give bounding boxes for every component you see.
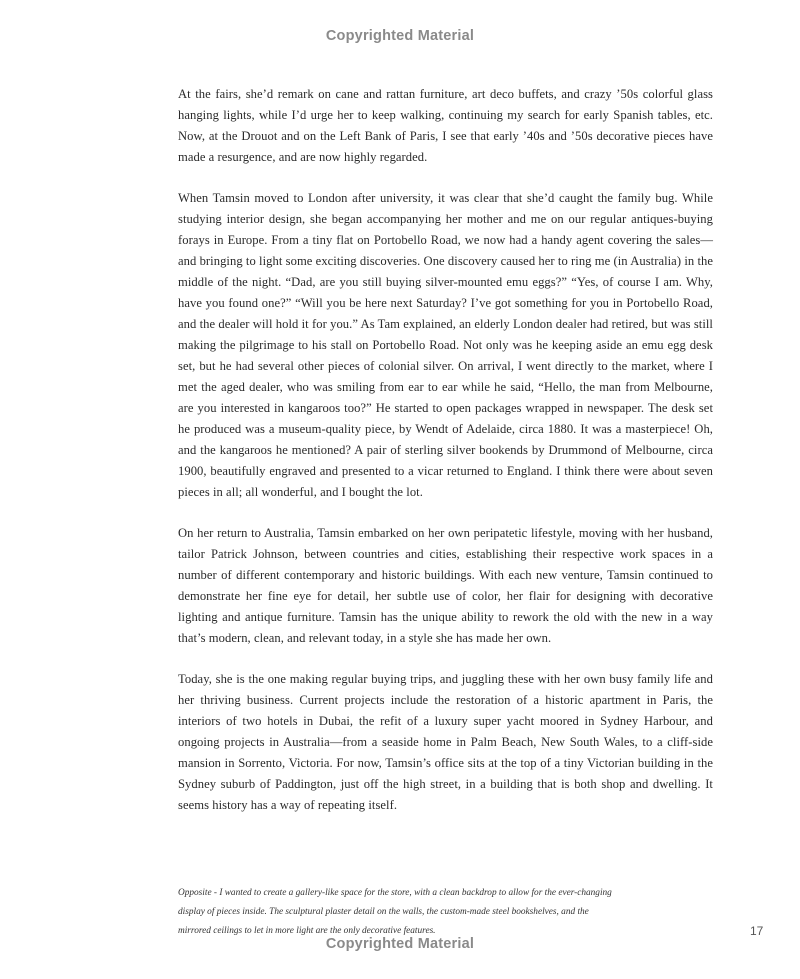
- copyright-watermark-bottom: Copyrighted Material: [325, 936, 475, 952]
- photo-caption: Opposite - I wanted to create a gallery-like space for the store, with a clean backdrop to allow for the ever-changing display of pieces inside. The sculptural plaster detail on the walls, the custom-made steel bookshelves, and the mirrored ceilings to let in more light are the only decorative features.: [178, 888, 612, 936]
- page-number: 17: [750, 924, 764, 938]
- body-text: [178, 84, 713, 836]
- paragraph-1: At the fairs, she’d remark on cane and rattan furniture, art deco buffets, and crazy ’50s colorful glass hanging lights, while I’d urge her to keep walking, continuing my search for early Spanish tables, etc. Now, at the Drouot and on the Left Bank of Paris, I see that early ’40s and ’50s decorative pieces have made a resurgence, and are now highly regarded.: [178, 87, 713, 164]
- paragraph-4: Today, she is the one making regular buying trips, and juggling these with her own busy family life and her thriving business. Current projects include the restoration of a historic apartment in Paris, the interiors of two hotels in Dubai, the refit of a luxury super yacht moored in Sydney Harbour, and ongoing projects in Australia—from a seaside home in Palm Beach, New South Wales, to a cliff-side mansion in Sorrento, Victoria. For now, Tamsin’s office sits at the top of a tiny Victorian building in the Sydney suburb of Paddington, just off the high street, in a building that is both shop and dwelling. It seems history has a way of repeating itself.: [178, 672, 713, 812]
- paragraph-3: On her return to Australia, Tamsin embarked on her own peripatetic lifestyle, moving with her husband, tailor Patrick Johnson, between countries and cities, establishing their respective work spaces in a number of different contemporary and historic buildings. With each new venture, Tamsin continued to demonstrate her fine eye for detail, her subtle use of color, her flair for designing with decorative lighting and antique furniture. Tamsin has the unique ability to rework the old with the new in a way that’s modern, clean, and relevant today, in a style she has made her own.: [178, 526, 713, 645]
- paragraph-2: When Tamsin moved to London after university, it was clear that she’d caught the family bug. While studying interior design, she began accompanying her mother and me on our regular antiques-buying forays in Europe. From a tiny flat on Portobello Road, we now had a handy agent covering the sales—and bringing to light some exciting discoveries. One discovery caused her to ring me (in Australia) in the middle of the night. “Dad, are you still buying silver-mounted emu eggs?” “Yes, of course I am. Why, have you found one?” “Will you be here next Saturday? I’ve got something for you in Portobello Road, and the dealer will hold it for you.” As Tam explained, an elderly London dealer had retired, but was still making the pilgrimage to his stall on Portobello Road. Not only was he keeping aside an emu egg desk set, but he had several other pieces of colonial silver. On arrival, I went directly to the market, where I met the aged dealer, who was smiling from ear to ear while he said, “Hello, the man from Melbourne, are you interested in kangaroos too?” He started to open packages wrapped in newspaper. The desk set he produced was a museum-quality piece, by Wendt of Adelaide, circa 1880. It was a masterpiece! Oh, and the kangaroos he mentioned? A pair of sterling silver bookends by Drummond of Melbourne, circa 1900, beautifully engraved and presented to a vicar returned to England. I think there were about seven pieces in all; all wonderful, and I bought the lot.: [178, 191, 713, 499]
- copyright-watermark-top: Copyrighted Material: [325, 28, 475, 44]
